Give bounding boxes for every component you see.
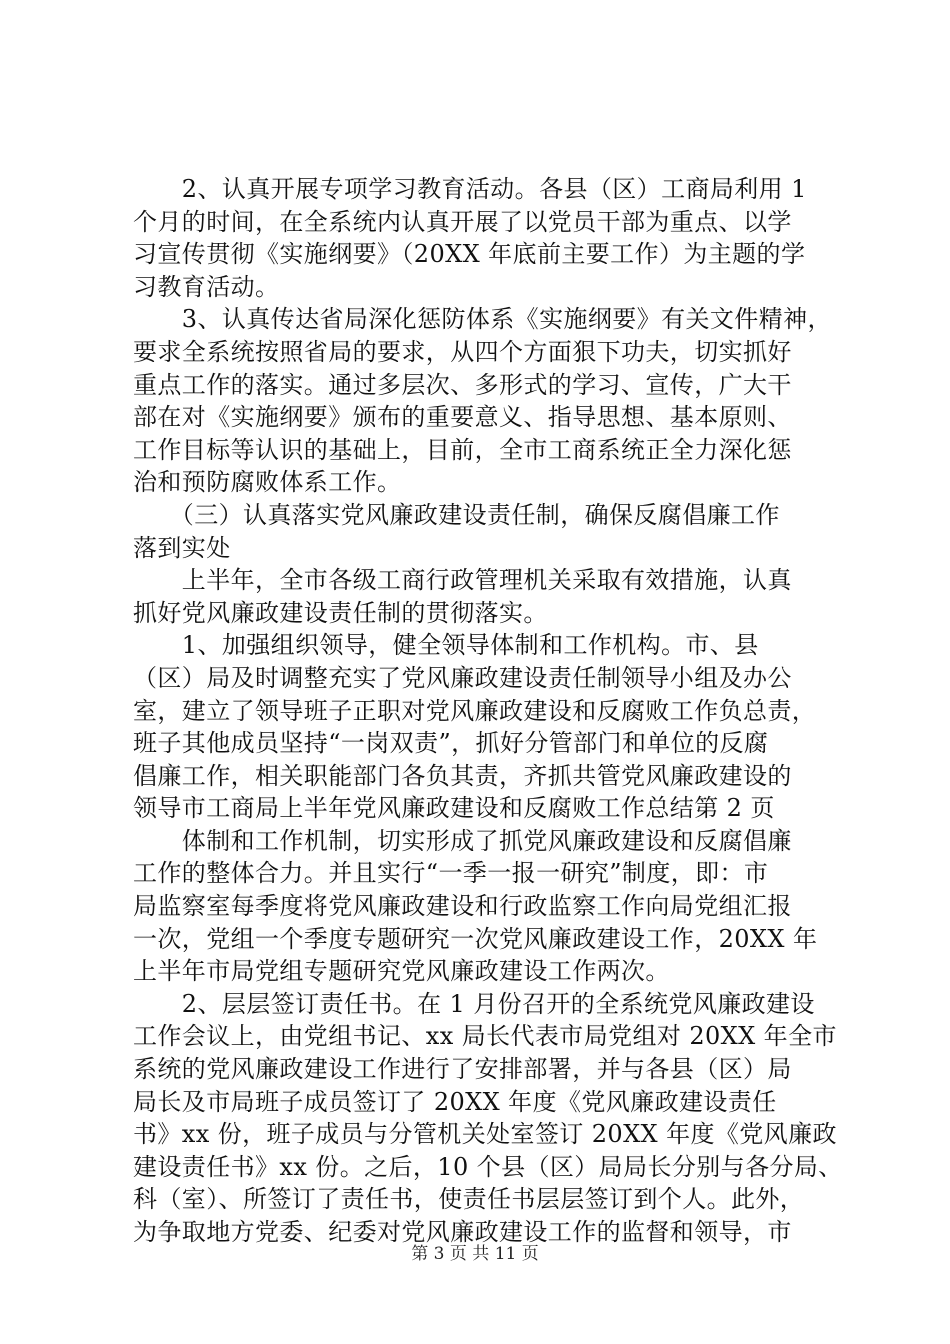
text-line: 体制和工作机制，切实形成了抓党风廉政建设和反腐倡廉 [133,826,792,855]
text-line: 3、认真传达省局深化惩防体系《实施纲要》有关文件精神， [133,305,832,334]
text-line: 2、层层签订责任书。在 1 月份召开的全系统党风廉政建设 [133,989,815,1018]
text-line: 工作的整体合力。并且实行“一季一报一研究”制度，即：市 [133,859,769,888]
text-line: 习宣传贯彻《实施纲要》（20XX 年底前主要工作）为主题的学 [133,240,806,269]
text-line: 上半年市局党组专题研究党风廉政建设工作两次。 [133,957,670,986]
text-line: 要求全系统按照省局的要求，从四个方面狠下功夫，切实抓好 [133,337,792,366]
text-line: 局监察室每季度将党风廉政建设和行政监察工作向局党组汇报 [133,892,792,921]
text-line: 治和预防腐败体系工作。 [133,468,402,497]
text-line: 一次，党组一个季度专题研究一次党风廉政建设工作，20XX 年 [133,924,818,953]
section-heading: （三）认真落实党风廉政建设责任制，确保反腐倡廉工作 [133,500,780,529]
text-line: 建设责任书》xx 份。之后，10 个县（区）局局长分别与各分局、 [133,1152,843,1181]
text-line: 上半年，全市各级工商行政管理机关采取有效措施，认真 [133,566,792,595]
text-line: 局长及市局班子成员签订了 20XX 年度《党风廉政建设责任 [133,1087,777,1116]
text-line: 重点工作的落实。通过多层次、多形式的学习、宣传，广大干 [133,370,792,399]
text-line: 个月的时间，在全系统内认真开展了以党员干部为重点、以学 [133,207,792,236]
text-line: 习教育活动。 [133,272,280,301]
text-line: 工作目标等认识的基础上，目前，全市工商系统正全力深化惩 [133,435,792,464]
text-line: 班子其他成员坚持“一岗双责”，抓好分管部门和单位的反腐 [133,729,769,758]
text-line: 系统的党风廉政建设工作进行了安排部署，并与各县（区）局 [133,1055,792,1084]
text-line: 抓好党风廉政建设责任制的贯彻落实。 [133,598,548,627]
text-line: 为争取地方党委、纪委对党风廉政建设工作的监督和领导，市 [133,1218,792,1246]
text-line: 2、认真开展专项学习教育活动。各县（区）工商局利用 1 [133,175,807,203]
text-line: 工作会议上，由党组书记、xx 局长代表市局党组对 20XX 年全市 [133,1022,837,1051]
page-footer: 第 3 页 共 11 页 [411,1244,539,1264]
text-line: 书》xx 份，班子成员与分管机关处室签订 20XX 年度《党风廉政 [133,1120,837,1149]
text-line: 1、加强组织领导，健全领导体制和工作机构。市、县 [133,631,759,660]
section-heading: 落到实处 [133,533,231,562]
body-text [133,173,843,1249]
text-line: 领导市工商局上半年党风廉政建设和反腐败工作总结第 2 页 [133,794,775,823]
text-line: 倡廉工作，相关职能部门各负其责，齐抓共管党风廉政建设的 [133,761,792,790]
text-line: 部在对《实施纲要》颁布的重要意义、指导思想、基本原则、 [133,403,792,432]
text-line: 科（室）、所签订了责任书，使责任书层层签订到个人。此外， [133,1185,805,1214]
text-line: 室，建立了领导班子正职对党风廉政建设和反腐败工作负总责， [133,696,817,725]
text-line: （区）局及时调整充实了党风廉政建设责任制领导小组及办公 [133,663,792,692]
